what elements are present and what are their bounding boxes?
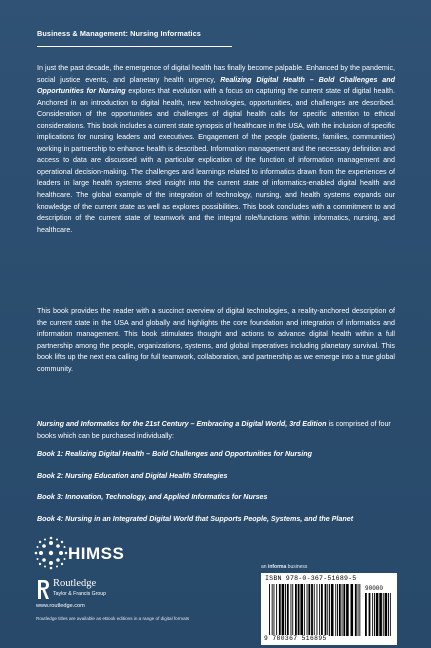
- series-rest: is comprised of four books which can be purchased individually:: [37, 420, 391, 440]
- para1-rest: explores that evolution with a focus on capturing the current state of digital health. Anchored in an introduction to digital health, new technologies, opportunities, and challenges are described. Consideration of the opportunities and challenges of digital health calls for specific attention to ethical considerations. This book includes a current state synopsis of healthcare in the USA, with the inclusion of specific implications for nursing leaders and executives. Engagement of the people (patients, families, communities) working in partnership to enhance health is described. Information management and the necessary definition and access to data are discussed with a particular explication of the function of information management and operational decision-making. The challenges and learnings related to informatics drawn from the experiences of leaders in large health systems shed insight into the current state of informatics-enabled digital health and healthcare. The global example of the integration of technology, nursing, and health systems expands our knowledge of the current state as well as explores possibilities. This book concludes with a commitment to and description of the current state of teamwork and the integral role/functions within informatics, nursing, and healthcare.: [37, 87, 395, 234]
- routledge-url: www.routledge.com: [36, 603, 85, 609]
- addon-barcode-icon: [365, 593, 392, 636]
- ebook-note: Routledge titles are available as eBook editions in a range of digital formats: [36, 616, 190, 621]
- series-title-italic: Nursing and Informatics for the 21st Century – Embracing a Digital World, 3rd Edition: [37, 420, 327, 428]
- routledge-logo-icon: [36, 579, 50, 601]
- para1-intro: In just the past decade, the emergence of digital health has finally become palpable. Enhanced by the pandemic, social justice events, and planetary health urgency,: [37, 64, 395, 84]
- informa-prefix: an: [261, 564, 268, 570]
- description-paragraph-2: This book provides the reader with a succinct overview of digital technologies, a reality-anchored description of the current state in the USA and globally and highlights the core foundation and integration of informatics and information management. This book stimulates thought and actions to advance digital health within a full partnership among the people, organizations, systems, and global imperatives including planetary survival. This book lifts up the next era calling for full teamwork, collaboration, and partnership as we emerge into a true global community.: [37, 307, 395, 373]
- series-statement: [37, 419, 395, 442]
- isbn-text: ISBN 978-0-367-51689-5: [265, 575, 357, 582]
- barcode-panel: [261, 573, 397, 645]
- book-list: [37, 449, 402, 525]
- ean-number: 9 780367 516895: [264, 635, 327, 642]
- book-list-item-2: Book 2: Nursing Education and Digital Health Strategies: [37, 471, 228, 480]
- book-list-item-4: Book 4: Nursing in an Integrated Digital World that Supports People, Systems, and the Planet: [37, 514, 354, 523]
- routledge-group: Taylor & Francis Group: [53, 591, 107, 597]
- himss-wordmark: HIMSS: [68, 544, 125, 563]
- routledge-name: Routledge: [53, 578, 97, 589]
- book-title-italic: Realizing Digital Health – Bold Challenges and Opportunities for Nursing: [37, 75, 395, 96]
- category-label: Business & Management: Nursing Informatics: [37, 29, 201, 38]
- informa-brand: informa: [267, 564, 287, 570]
- category-divider: [37, 46, 232, 47]
- informa-business-label: [261, 564, 307, 570]
- barcode-addon-number: 90000: [365, 585, 384, 592]
- book-list-item-3: Book 3: Innovation, Technology, and Applied Informatics for Nurses: [37, 493, 268, 502]
- description-paragraph-1: [37, 63, 395, 236]
- book-list-item-1: Book 1: Realizing Digital Health – Bold Challenges and Opportunities for Nursing: [37, 450, 312, 458]
- informa-suffix: business: [286, 564, 308, 570]
- ean-barcode-icon: [269, 584, 361, 636]
